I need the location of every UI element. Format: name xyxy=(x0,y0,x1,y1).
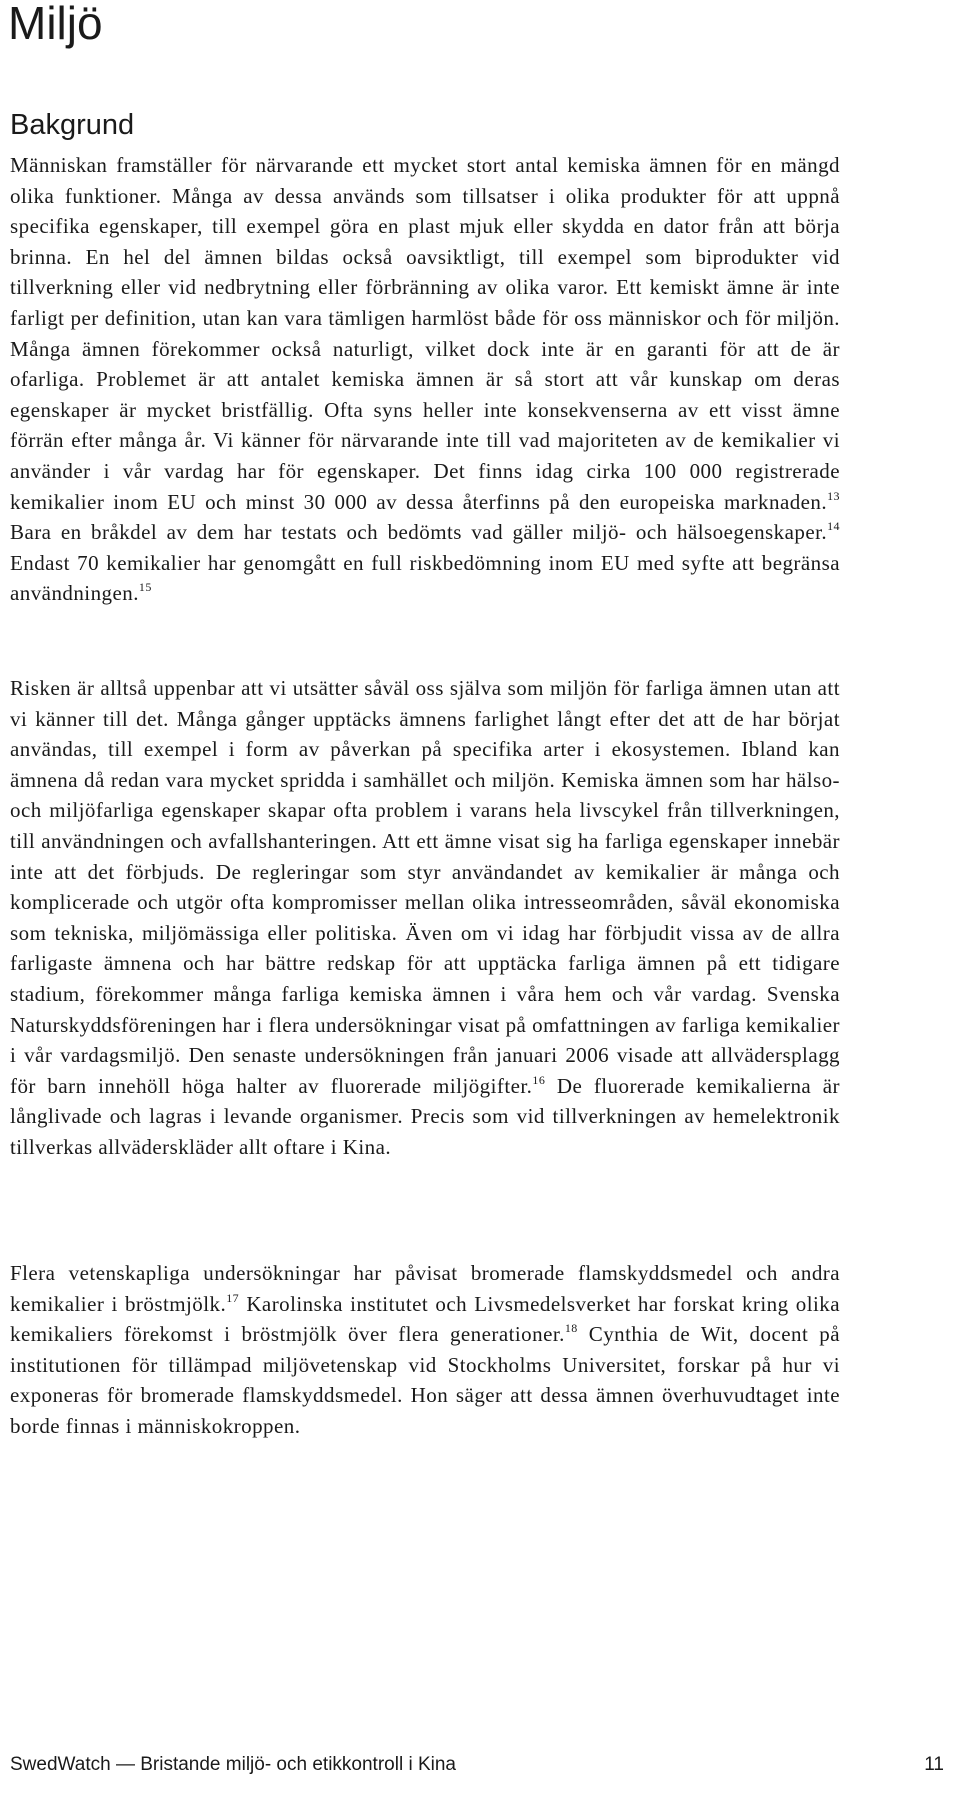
footer-publication: SwedWatch — Bristande miljö- och etikkontroll i Kina xyxy=(10,1754,456,1775)
footnote-ref-13: 13 xyxy=(827,488,840,503)
paragraph-2-text-b: De fluorerade kemikalierna är långlivade och lagras i levande organismer. Precis som vid tillverkningen av hemelektronik tillverkas allväderskläder allt oftare i Kina. xyxy=(10,1073,840,1159)
paragraph-1-text-a: Människan framställer för närvarande ett mycket stort antal kemiska ämnen för en mängd olika funktioner. Många av dessa används som tillsatser i olika produkter för att uppnå specifika egenskaper, till exempel göra en plast mjuk eller skydda en dator från att börja brinna. En hel del ämnen bildas också oavsiktligt, till exempel som biprodukter vid tillverkning eller vid nedbrytning eller förbränning av olika varor. Ett kemiskt ämne är inte farligt per definition, utan kan vara tämligen harmlöst både för oss människor och för miljön. Många ämnen förekommer också naturligt, vilket dock inte är en garanti för att de är ofarliga. Problemet är att antalet kemiska ämnen är så stort att vår kunskap om deras egenskaper är mycket bristfällig. Ofta syns heller inte konsekvenserna av ett visst ämne förrän efter många år. Vi känner för närvarande inte till vad majoriteten av de kemikalier vi använder i vår vardag har för egenskaper. Det finns idag cirka 100 000 registrerade kemikalier inom EU och minst 30 000 av dessa återfinns på den europeiska marknaden. xyxy=(10,153,840,514)
paragraph-2-text-a: Risken är alltså uppenbar att vi utsätter såväl oss själva som miljön för farliga ämnen utan att vi känner till det. Många gånger upptäcks ämnens farlighet långt efter det att de har börjat användas, till exempel i form av påverkan på specifika arter i ekosystemen. Ibland kan ämnena då redan vara mycket spridda i samhället och miljön. Kemiska ämnen som har hälso- och miljöfarliga egenskaper skapar ofta problem i varans hela livscykel från tillverkningen, till användningen och avfallshanteringen. Att ett ämne visat sig ha farliga egenskaper innebär inte att det förbjuds. De regleringar som styr användandet av kemikalier är många och komplicerade och utgör ofta kompromisser mellan olika intresseområden, såväl ekonomiska som tekniska, miljömässiga eller politiska. Även om vi idag har förbjudit vissa av de allra farligaste ämnena och har bättre redskap för att upptäcka farliga ämnen på ett tidigare stadium, förekommer många farliga kemiska ämnen i våra hem och vår vardag. Svenska Naturskyddsföreningen har i flera undersökningar visat på omfattningen av farliga kemikalier i vår vardagsmiljö. Den senaste undersökningen från januari 2006 visade att allvädersplagg för barn innehöll höga halter av fluorerade miljögifter. xyxy=(10,676,840,1098)
footnote-ref-16: 16 xyxy=(532,1072,546,1087)
paragraph-3-text-c: Cynthia de Wit, docent på institutionen för tillämpad miljövetenskap vid Stockholms Universitet, forskar på hur vi exponeras för bromerade flamskyddsmedel. Hon säger att dessa ämnen överhuvudtaget inte borde finnas i människokroppen. xyxy=(10,1322,840,1438)
footnote-ref-14: 14 xyxy=(827,519,840,534)
paragraph-1 xyxy=(10,150,840,609)
paragraph-1-text-c: Endast 70 kemikalier har genomgått en full riskbedömning inom EU med syfte att begränsa användningen. xyxy=(10,550,840,606)
paragraph-1-text-b: Bara en bråkdel av dem har testats och bedömts vad gäller miljö- och hälsoegenskaper. xyxy=(10,520,828,545)
section-heading: Bakgrund xyxy=(10,109,135,141)
footnote-ref-17: 17 xyxy=(226,1290,240,1305)
page-footer xyxy=(10,1754,944,1776)
page-title: Miljö xyxy=(8,0,103,49)
footer-page-number: 11 xyxy=(924,1754,944,1775)
paragraph-2 xyxy=(10,673,840,1163)
paragraph-3-text-b: Karolinska institutet och Livsmedelsverket har forskat kring olika kemikaliers förekomst i bröstmjölk över flera generationer. xyxy=(10,1291,840,1347)
paragraph-3 xyxy=(10,1258,840,1442)
footnote-ref-18: 18 xyxy=(564,1321,578,1336)
footnote-ref-15: 15 xyxy=(138,580,152,595)
paragraph-3-text-a: Flera vetenskapliga undersökningar har påvisat bromerade flamskyddsmedel och andra kemikalier i bröstmjölk. xyxy=(10,1261,840,1316)
